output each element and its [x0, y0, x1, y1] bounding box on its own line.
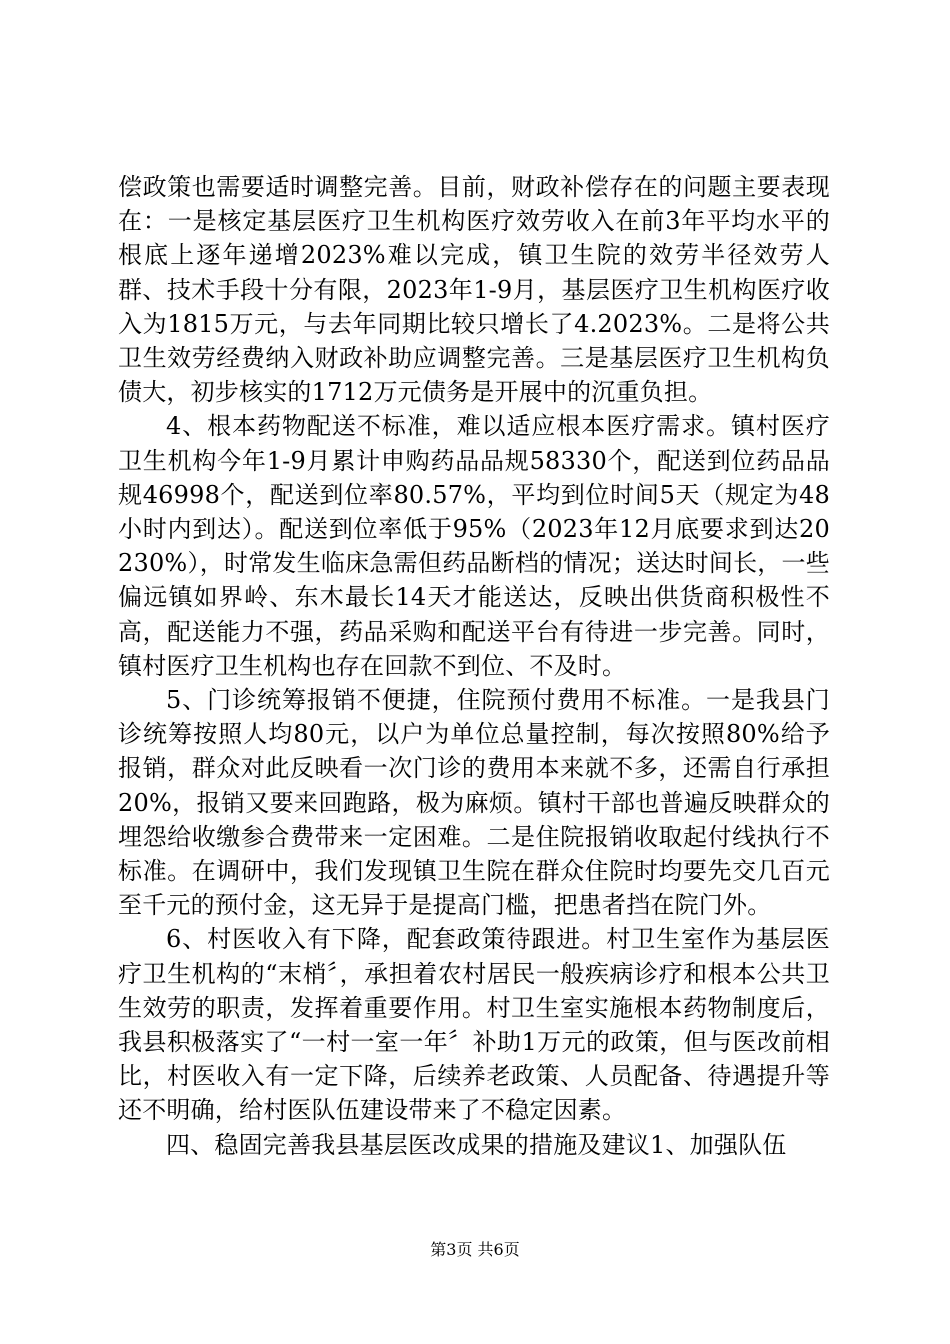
document-body — [118, 170, 830, 1162]
paragraph-outpatient-reimbursement: 5、门诊统筹报销不便捷，住院预付费用不标准。一是我县门诊统筹按照人均80元，以户为单位总量控制，每次按照80%给予报销，群众对此反映看一次门诊的费用本来就不多，还需自行承担20%，报销又要来回跑路，极为麻烦。镇村干部也普遍反映群众的埋怨给收缴参合费带来一定困难。二是住院报销收取起付线执行不标准。在调研中，我们发现镇卫生院在群众住院时均要先交几百元至千元的预付金，这无异于是提高门槛，把患者挡在院门外。 — [118, 686, 830, 920]
paragraph-section-four-heading: 四、稳固完善我县基层医改成果的措施及建议1、加强队伍 — [166, 1130, 787, 1159]
paragraph-fiscal-compensation: 偿政策也需要适时调整完善。目前，财政补偿存在的问题主要表现在：一是核定基层医疗卫生机构医疗效劳收入在前3年平均水平的根底上逐年递增2023%难以完成，镇卫生院的效劳半径效劳人群、技术手段十分有限，2023年1-9月，基层医疗卫生机构医疗收入为1815万元，与去年同期比较只增长了4.2023%。二是将公共卫生效劳经费纳入财政补助应调整完善。三是基层医疗卫生机构负债大，初步核实的1712万元债务是开展中的沉重负担。 — [118, 173, 830, 407]
paragraph-village-doctor-income: 6、村医收入有下降，配套政策待跟进。村卫生室作为基层医疗卫生机构的“末梢〞，承担着农村居民一般疾病诊疗和根本公共卫生效劳的职责，发挥着重要作用。村卫生室实施根本药物制度后，我县积极落实了“一村一室一年〞补助1万元的政策，但与医改前相比，村医收入有一定下降，后续养老政策、人员配备、待遇提升等还不明确，给村医队伍建设带来了不稳定因素。 — [118, 925, 830, 1125]
paragraph-drug-distribution: 4、根本药物配送不标准，难以适应根本医疗需求。镇村医疗卫生机构今年1-9月累计申购药品品规58330个，配送到位药品品规46998个，配送到位率80.57%，平均到位时间5天（规定为48小时内到达）。配送到位率低于95%（2023年12月底要求到达20230%），时常发生临床急需但药品断档的情况；送达时间长，一些偏远镇如界岭、东木最长14天才能送达，反映出供货商积极性不高，配送能力不强，药品采购和配送平台有待进一步完善。同时，镇村医疗卫生机构也存在回款不到位、不及时。 — [118, 412, 830, 680]
page-number-footer: 第3页 共6页 — [430, 1240, 520, 1259]
